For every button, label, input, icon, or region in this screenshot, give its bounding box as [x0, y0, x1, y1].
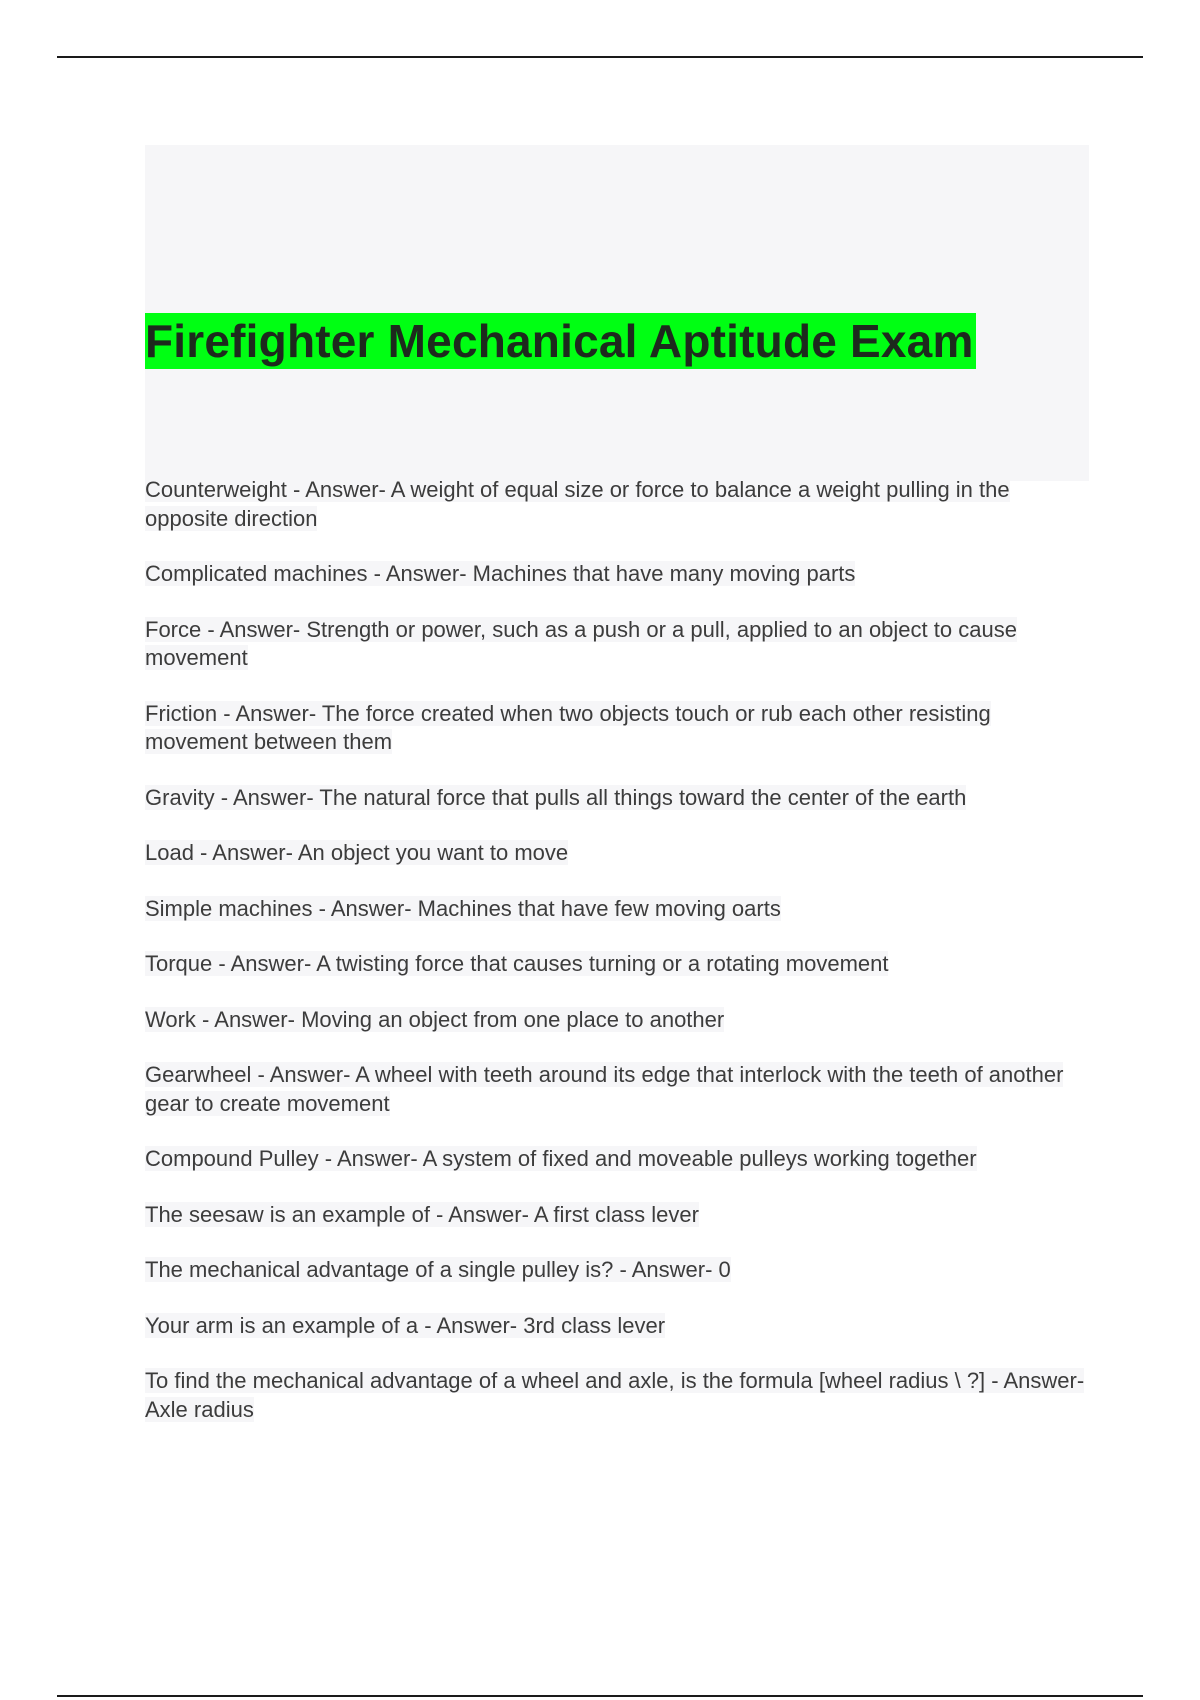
- qa-item: [145, 895, 1095, 924]
- qa-text: Torque - Answer- A twisting force that causes turning or a rotating movement: [145, 951, 889, 976]
- qa-item: [145, 1201, 1095, 1230]
- qa-text: Load - Answer- An object you want to move: [145, 840, 569, 865]
- top-rule: [57, 56, 1143, 58]
- qa-text: Complicated machines - Answer- Machines that have many moving parts: [145, 561, 856, 586]
- qa-item: [145, 616, 1095, 673]
- document-title: Firefighter Mechanical Aptitude Exam: [145, 315, 974, 367]
- qa-item: [145, 1312, 1095, 1341]
- qa-text: The seesaw is an example of - Answer- A first class lever: [145, 1201, 699, 1227]
- qa-text: Counterweight - Answer- A weight of equal size or force to balance a weight pulling in the opposite direction: [145, 477, 1010, 531]
- qa-item: [145, 1145, 1095, 1174]
- qa-text: Your arm is an example of a - Answer- 3rd class lever: [145, 1312, 666, 1338]
- qa-item: [145, 950, 1095, 979]
- qa-item: [145, 784, 1095, 813]
- bottom-rule: [57, 1695, 1143, 1697]
- qa-text: Force - Answer- Strength or power, such as a push or a pull, applied to an object to cause movement: [145, 616, 1017, 670]
- qa-text: Gearwheel - Answer- A wheel with teeth around its edge that interlock with the teeth of another gear to create movement: [145, 1062, 1064, 1116]
- qa-text: Friction - Answer- The force created when two objects touch or rub each other resisting movement between them: [145, 700, 991, 754]
- qa-text: To find the mechanical advantage of a wheel and axle, is the formula [wheel radius \ ?] - Answer- Axle radius: [145, 1368, 1085, 1422]
- qa-list: [145, 476, 1095, 1451]
- qa-text: Gravity - Answer- The natural force that pulls all things toward the center of the earth: [145, 784, 967, 810]
- qa-item: [145, 476, 1095, 533]
- qa-item: [145, 1061, 1095, 1118]
- qa-item: [145, 560, 1095, 589]
- qa-text: The mechanical advantage of a single pulley is? - Answer- 0: [145, 1257, 731, 1282]
- qa-item: [145, 1256, 1095, 1285]
- qa-text: Work - Answer- Moving an object from one place to another: [145, 1006, 725, 1032]
- qa-item: [145, 839, 1095, 868]
- qa-item: [145, 1006, 1095, 1035]
- qa-item: [145, 700, 1095, 757]
- qa-text: Compound Pulley - Answer- A system of fixed and moveable pulleys working together: [145, 1146, 977, 1171]
- qa-item: [145, 1367, 1095, 1424]
- qa-text: Simple machines - Answer- Machines that have few moving oarts: [145, 895, 781, 921]
